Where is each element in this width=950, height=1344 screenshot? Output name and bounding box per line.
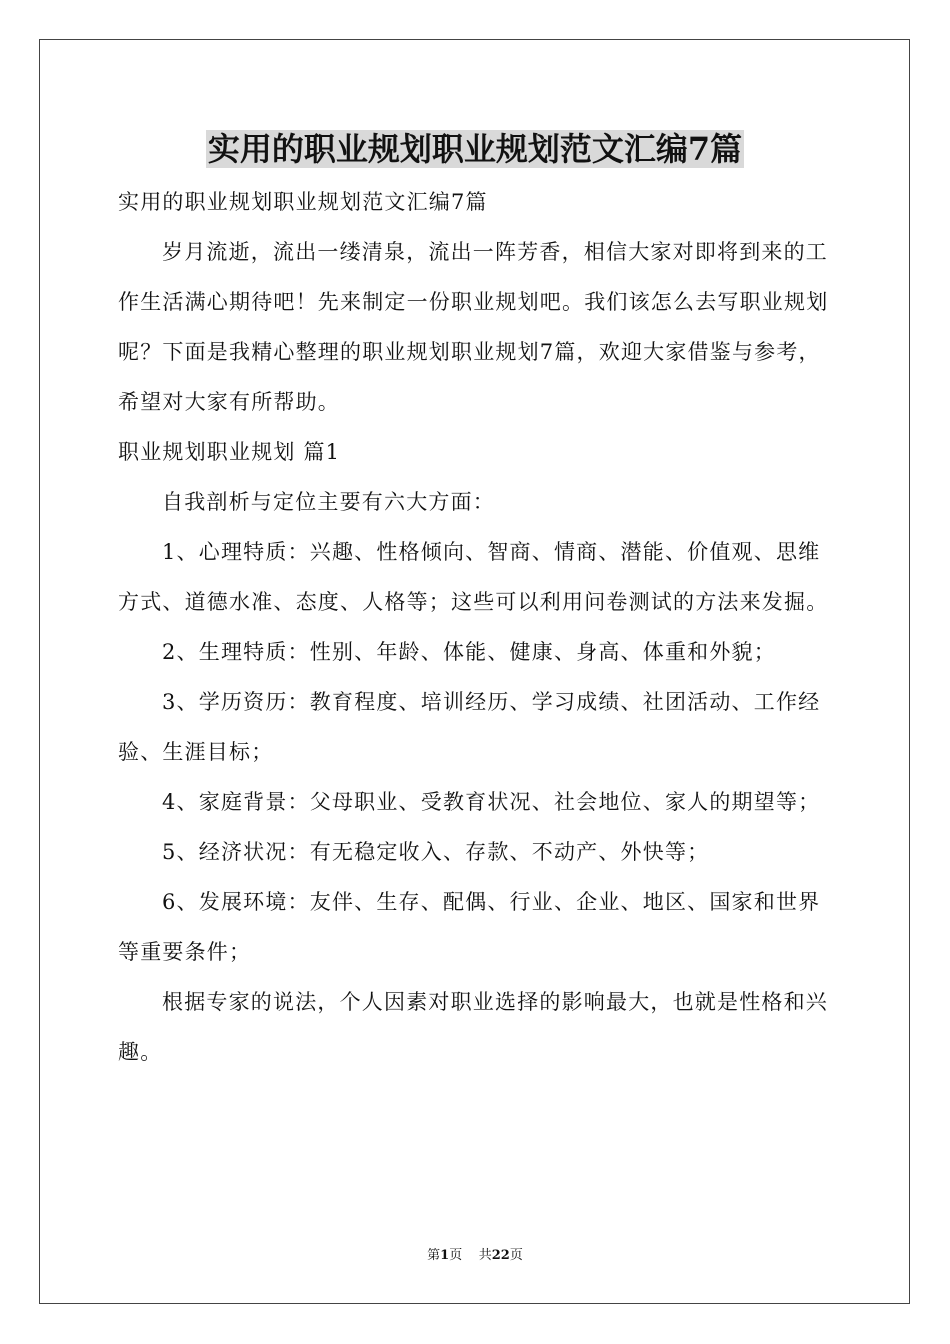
- footer-total-suffix: 页: [509, 1248, 523, 1263]
- section-paragraph: 4、家庭背景：父母职业、受教育状况、社会地位、家人的期望等；: [162, 790, 821, 814]
- section-paragraph: 6、发展环境：友伴、生存、配偶、行业、企业、地区、国家和世界等重要条件；: [118, 890, 821, 964]
- document-body: [118, 177, 834, 1077]
- document-subtitle: 实用的职业规划职业规划范文汇编7篇: [118, 190, 488, 214]
- intro-paragraph: 岁月流逝，流出一缕清泉，流出一阵芳香，相信大家对即将到来的工作生活满心期待吧！先来制定一份职业规划吧。我们该怎么去写职业规划呢？下面是我精心整理的职业规划职业规划7篇，欢迎大家借鉴与参考，希望对大家有所帮助。: [118, 240, 829, 414]
- document-title: [0, 127, 950, 171]
- section-paragraph: 自我剖析与定位主要有六大方面：: [162, 490, 495, 514]
- section-paragraph: 根据专家的说法，个人因素对职业选择的影响最大，也就是性格和兴趣。: [118, 990, 828, 1064]
- page-footer: [0, 1247, 950, 1265]
- section-paragraph: 1、心理特质：兴趣、性格倾向、智商、情商、潜能、价值观、思维方式、道德水准、态度、人格等；这些可以利用问卷测试的方法来发掘。: [118, 540, 829, 614]
- section-paragraph: 2、生理特质：性别、年龄、体能、健康、身高、体重和外貌；: [162, 640, 776, 664]
- section-paragraph: 3、学历资历：教育程度、培训经历、学习成绩、社团活动、工作经验、生涯目标；: [118, 690, 821, 764]
- footer-page-suffix: 页: [449, 1248, 463, 1263]
- footer-page-prefix: 第: [427, 1248, 441, 1263]
- footer-total-pages: 22: [491, 1248, 510, 1263]
- footer-page-number: 1: [440, 1248, 450, 1263]
- section-heading: 职业规划职业规划 篇1: [118, 440, 341, 464]
- document-title-text: 实用的职业规划职业规划范文汇编7篇: [207, 130, 743, 168]
- footer-total-prefix: 共: [478, 1248, 492, 1263]
- section-paragraph: 5、经济状况：有无稳定收入、存款、不动产、外快等；: [162, 840, 710, 864]
